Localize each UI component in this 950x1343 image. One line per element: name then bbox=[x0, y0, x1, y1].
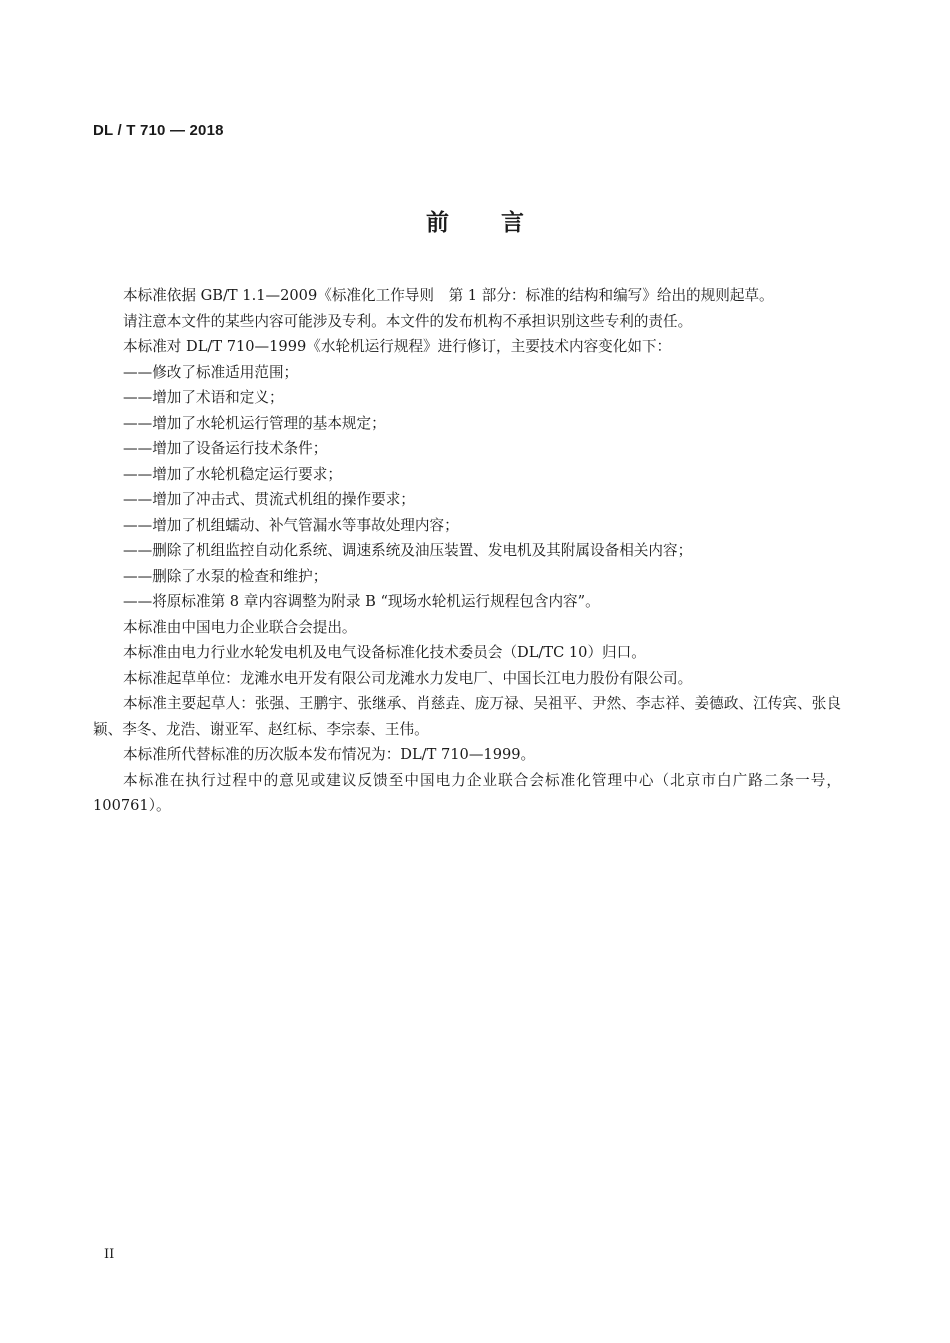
document-code: DL / T 710 — 2018 bbox=[93, 122, 224, 139]
paragraph-patent-notice: 请注意本文件的某些内容可能涉及专利。本文件的发布机构不承担识别这些专利的责任。 bbox=[123, 312, 693, 330]
paragraph-committee: 本标准由电力行业水轮发电机及电气设备标准化技术委员会（DL/TC 10）归口。 bbox=[123, 644, 646, 661]
list-item: ——增加了设备运行技术条件； bbox=[123, 440, 328, 457]
paragraph-revision-intro: 本标准对 DL/T 710—1999《水轮机运行规程》进行修订，主要技术内容变化如下： bbox=[123, 338, 672, 355]
list-item: ——修改了标准适用范围； bbox=[123, 363, 299, 381]
title-char-1: 前 bbox=[426, 210, 449, 236]
foreword-body bbox=[93, 283, 841, 819]
paragraph-drafting-units: 本标准起草单位：龙滩水电开发有限公司龙滩水力发电厂、中国长江电力股份有限公司。 bbox=[123, 669, 693, 687]
page-number: II bbox=[104, 1247, 115, 1262]
list-item: ——增加了冲击式、贯流式机组的操作要求； bbox=[123, 491, 415, 508]
list-item: ——增加了机组蠕动、补气管漏水等事故处理内容； bbox=[123, 516, 459, 534]
paragraph-proposer: 本标准由中国电力企业联合会提出。 bbox=[123, 618, 357, 636]
list-item: ——将原标准第 8 章内容调整为附录 B “现场水轮机运行规程包含内容”。 bbox=[123, 593, 600, 610]
paragraph-basis: 本标准依据 GB/T 1.1—2009《标准化工作导则 第 1 部分：标准的结构和编写》给出的规则起草。 bbox=[123, 287, 774, 304]
paragraph-feedback: 本标准在执行过程中的意见或建议反馈至中国电力企业联合会标准化管理中心（北京市白广路二条一号，100761）。 bbox=[93, 771, 841, 814]
list-item: ——增加了术语和定义； bbox=[123, 389, 284, 406]
title-char-2: 言 bbox=[501, 210, 524, 236]
list-item: ——删除了水泵的检查和维护； bbox=[123, 567, 328, 585]
list-item: ——删除了机组监控自动化系统、调速系统及油压装置、发电机及其附属设备相关内容； bbox=[123, 542, 693, 559]
list-item: ——增加了水轮机稳定运行要求； bbox=[123, 465, 342, 483]
page-title bbox=[0, 204, 950, 237]
paragraph-replaced-versions: 本标准所代替标准的历次版本发布情况为：DL/T 710—1999。 bbox=[123, 746, 536, 763]
paragraph-drafters: 本标准主要起草人：张强、王鹏宇、张继承、肖慈垚、庞万禄、吴祖平、尹然、李志祥、姜德政、江传宾、张良颖、李冬、龙浩、谢亚军、赵红标、李宗泰、王伟。 bbox=[93, 695, 841, 738]
list-item: ——增加了水轮机运行管理的基本规定； bbox=[123, 414, 386, 432]
